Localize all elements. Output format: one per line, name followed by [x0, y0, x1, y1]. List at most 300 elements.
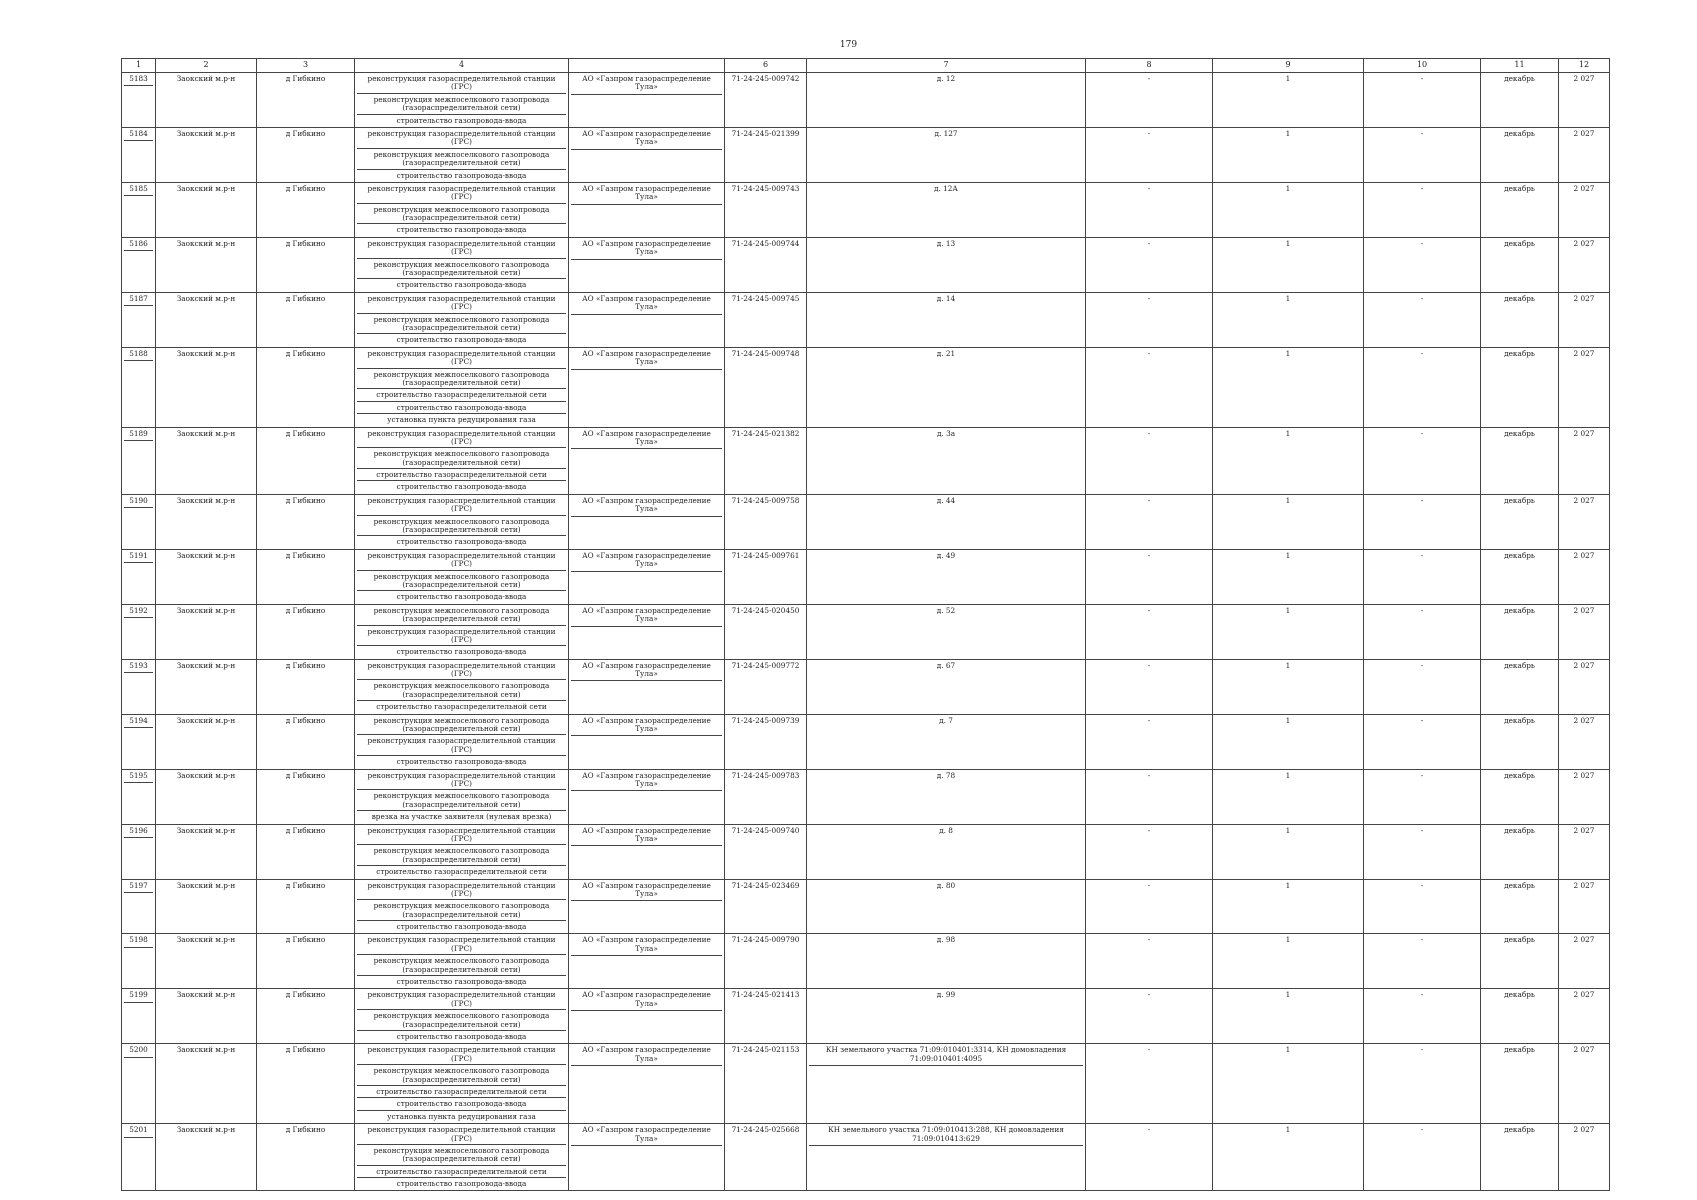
year-cell: 2 027	[1559, 714, 1610, 769]
column-10-cell: -	[1364, 1124, 1481, 1191]
row-number-value: 5198	[124, 936, 153, 947]
address-cell	[807, 127, 1086, 182]
works-list	[357, 1046, 566, 1122]
organization-cell	[569, 769, 725, 824]
column-8-cell: -	[1086, 427, 1213, 494]
col-header-7: 7	[807, 59, 1086, 73]
year-cell: 2 027	[1559, 769, 1610, 824]
organization-name: АО «Газпром газораспределение Тула»	[571, 1126, 722, 1146]
table-row	[122, 549, 1610, 604]
col-header-2: 2	[156, 59, 257, 73]
organization-cell	[569, 824, 725, 879]
col-header-5	[569, 59, 725, 73]
column-8-cell: -	[1086, 714, 1213, 769]
row-number	[122, 73, 156, 128]
column-10-cell: -	[1364, 427, 1481, 494]
application-code-cell: 71-24-245-020450	[725, 604, 807, 659]
district-cell: Заокский м.р-н	[156, 934, 257, 989]
district-cell: Заокский м.р-н	[156, 659, 257, 714]
work-item: строительство газопровода-ввода	[357, 535, 566, 547]
work-item: строительство газопровода-ввода	[357, 480, 566, 492]
month-cell: декабрь	[1481, 292, 1559, 347]
table-row	[122, 824, 1610, 879]
address-cell	[807, 989, 1086, 1044]
address-cell	[807, 347, 1086, 427]
application-code-cell: 71-24-245-021382	[725, 427, 807, 494]
application-code-cell: 71-24-245-021413	[725, 989, 807, 1044]
works-cell	[355, 127, 569, 182]
work-item: реконструкция газораспределительной станции (ГРС)	[367, 990, 556, 1008]
table-row	[122, 769, 1610, 824]
table-row	[122, 604, 1610, 659]
application-code-cell: 71-24-245-009761	[725, 549, 807, 604]
month-cell: декабрь	[1481, 494, 1559, 549]
row-number-value: 5196	[124, 827, 153, 838]
row-number-value: 5186	[124, 240, 153, 251]
address-value: д. 67	[936, 660, 956, 670]
column-8-cell: -	[1086, 182, 1213, 237]
works-cell	[355, 824, 569, 879]
year-cell: 2 027	[1559, 934, 1610, 989]
col-header-12: 12	[1559, 59, 1610, 73]
work-item: реконструкция межпоселкового газопровода (газораспределительной сети)	[357, 570, 566, 591]
district-cell: Заокский м.р-н	[156, 549, 257, 604]
work-item: реконструкция газораспределительной станции (ГРС)	[367, 770, 556, 788]
address-cell	[807, 1044, 1086, 1124]
month-cell: декабрь	[1481, 934, 1559, 989]
work-item: реконструкция газораспределительной станции (ГРС)	[367, 128, 556, 147]
column-10-cell: -	[1364, 237, 1481, 292]
settlement-cell: д Гибкино	[257, 879, 355, 934]
organization-cell	[569, 494, 725, 549]
address-value: д. 12	[936, 74, 956, 83]
settlement-cell: д Гибкино	[257, 1124, 355, 1191]
organization-name: АО «Газпром газораспределение Тула»	[571, 772, 722, 792]
column-10-cell: -	[1364, 73, 1481, 128]
work-item: реконструкция газораспределительной станции (ГРС)	[367, 348, 556, 367]
col-header-8: 8	[1086, 59, 1213, 73]
work-item: реконструкция межпоселкового газопровода (газораспределительной сети)	[357, 1064, 566, 1085]
address-cell	[807, 182, 1086, 237]
application-code-cell: 71-24-245-009790	[725, 934, 807, 989]
address-cell	[807, 824, 1086, 879]
district-cell: Заокский м.р-н	[156, 73, 257, 128]
organization-name: АО «Газпром газораспределение Тула»	[571, 882, 722, 902]
column-10-cell: -	[1364, 714, 1481, 769]
organization-name: АО «Газпром газораспределение Тула»	[571, 991, 722, 1011]
year-cell: 2 027	[1559, 127, 1610, 182]
works-list	[357, 882, 566, 933]
address-cell	[807, 769, 1086, 824]
work-item: реконструкция межпоселкового газопровода (газораспределительной сети)	[357, 899, 566, 920]
organization-cell	[569, 714, 725, 769]
column-8-cell: -	[1086, 659, 1213, 714]
organization-name: АО «Газпром газораспределение Тула»	[571, 607, 722, 627]
work-item: реконструкция газораспределительной станции (ГРС)	[367, 74, 556, 92]
settlement-cell: д Гибкино	[257, 934, 355, 989]
table-row	[122, 714, 1610, 769]
settlement-cell: д Гибкино	[257, 182, 355, 237]
table-row	[122, 292, 1610, 347]
row-number-value: 5185	[124, 185, 153, 196]
works-list	[357, 240, 566, 291]
work-item: строительство газопровода-ввода	[357, 278, 566, 290]
year-cell: 2 027	[1559, 292, 1610, 347]
work-item: реконструкция межпоселкового газопровода (газораспределительной сети)	[357, 844, 566, 865]
work-item: реконструкция газораспределительной станции (ГРС)	[367, 238, 556, 257]
address-cell	[807, 659, 1086, 714]
district-cell: Заокский м.р-н	[156, 182, 257, 237]
application-code-cell: 71-24-245-009745	[725, 292, 807, 347]
work-item: строительство газопровода-ввода	[357, 755, 566, 767]
page-number: 179	[839, 40, 858, 50]
col-header-9: 9	[1213, 59, 1364, 73]
work-item: реконструкция межпоселкового газопровода (газораспределительной сети)	[357, 258, 566, 279]
year-cell: 2 027	[1559, 427, 1610, 494]
row-number	[122, 824, 156, 879]
month-cell: декабрь	[1481, 182, 1559, 237]
column-8-cell: -	[1086, 989, 1213, 1044]
settlement-cell: д Гибкино	[257, 824, 355, 879]
column-10-cell: -	[1364, 127, 1481, 182]
col-header-6: 6	[725, 59, 807, 73]
column-10-cell: -	[1364, 494, 1481, 549]
row-number	[122, 989, 156, 1044]
row-number	[122, 292, 156, 347]
work-item: реконструкция газораспределительной станции (ГРС)	[367, 660, 556, 679]
works-list	[357, 75, 566, 126]
works-list	[357, 350, 566, 426]
address-value: д. 98	[936, 935, 956, 945]
column-9-cell: 1	[1213, 1124, 1364, 1191]
works-list	[357, 552, 566, 603]
column-8-cell: -	[1086, 237, 1213, 292]
district-cell: Заокский м.р-н	[156, 879, 257, 934]
address-cell	[807, 494, 1086, 549]
table-row	[122, 934, 1610, 989]
column-8-cell: -	[1086, 1124, 1213, 1191]
application-code-cell: 71-24-245-025668	[725, 1124, 807, 1191]
works-cell	[355, 659, 569, 714]
work-item: строительство газораспределительной сети	[357, 700, 566, 712]
column-10-cell: -	[1364, 549, 1481, 604]
row-number-value: 5199	[124, 991, 153, 1002]
application-code-cell: 71-24-245-021153	[725, 1044, 807, 1124]
organization-name: АО «Газпром газораспределение Тула»	[571, 936, 722, 956]
works-list	[357, 662, 566, 713]
district-cell: Заокский м.р-н	[156, 347, 257, 427]
address-value: д. 12А	[934, 183, 958, 193]
settlement-cell: д Гибкино	[257, 73, 355, 128]
settlement-cell: д Гибкино	[257, 604, 355, 659]
organization-name: АО «Газпром газораспределение Тула»	[571, 240, 722, 260]
month-cell: декабрь	[1481, 237, 1559, 292]
works-list	[357, 497, 566, 548]
address-value: КН земельного участка 71:09:010401:3314, КН домовладения 71:09:010401:4095	[809, 1046, 1083, 1066]
organization-cell	[569, 989, 725, 1044]
month-cell: декабрь	[1481, 989, 1559, 1044]
month-cell: декабрь	[1481, 549, 1559, 604]
year-cell: 2 027	[1559, 989, 1610, 1044]
works-cell	[355, 934, 569, 989]
organization-name: АО «Газпром газораспределение Тула»	[571, 130, 722, 150]
work-item: строительство газопровода-ввода	[357, 333, 566, 345]
application-code-cell: 71-24-245-009783	[725, 769, 807, 824]
column-10-cell: -	[1364, 604, 1481, 659]
work-item: реконструкция газораспределительной станции (ГРС)	[367, 880, 556, 898]
month-cell: декабрь	[1481, 824, 1559, 879]
table-row	[122, 989, 1610, 1044]
year-cell: 2 027	[1559, 182, 1610, 237]
row-number	[122, 604, 156, 659]
month-cell: декабрь	[1481, 73, 1559, 128]
month-cell: декабрь	[1481, 127, 1559, 182]
organization-cell	[569, 934, 725, 989]
address-value: д. 13	[936, 238, 956, 248]
district-cell: Заокский м.р-н	[156, 1124, 257, 1191]
organization-cell	[569, 237, 725, 292]
district-cell: Заокский м.р-н	[156, 292, 257, 347]
work-item: реконструкция межпоселкового газопровода (газораспределительной сети)	[357, 368, 566, 389]
column-9-cell: 1	[1213, 659, 1364, 714]
work-item: строительство газораспределительной сети	[357, 1165, 566, 1177]
settlement-cell: д Гибкино	[257, 292, 355, 347]
organization-name: АО «Газпром газораспределение Тула»	[571, 75, 722, 95]
address-value: д. 3а	[936, 428, 956, 438]
settlement-cell: д Гибкино	[257, 494, 355, 549]
organization-cell	[569, 1044, 725, 1124]
settlement-cell: д Гибкино	[257, 427, 355, 494]
works-cell	[355, 1124, 569, 1191]
district-cell: Заокский м.р-н	[156, 989, 257, 1044]
works-cell	[355, 182, 569, 237]
work-item: строительство газораспределительной сети	[357, 388, 566, 400]
column-9-cell: 1	[1213, 494, 1364, 549]
work-item: реконструкция межпоселкового газопровода (газораспределительной сети)	[357, 1009, 566, 1030]
work-item: строительство газопровода-ввода	[357, 1030, 566, 1042]
address-value: д. 52	[936, 605, 956, 615]
district-cell: Заокский м.р-н	[156, 824, 257, 879]
year-cell: 2 027	[1559, 1124, 1610, 1191]
application-code-cell: 71-24-245-009743	[725, 182, 807, 237]
work-item: строительство газопровода-ввода	[357, 1177, 566, 1189]
table-row	[122, 427, 1610, 494]
settlement-cell: д Гибкино	[257, 989, 355, 1044]
year-cell: 2 027	[1559, 237, 1610, 292]
organization-cell	[569, 347, 725, 427]
work-item: реконструкция газораспределительной станции (ГРС)	[367, 935, 556, 953]
column-10-cell: -	[1364, 989, 1481, 1044]
year-cell: 2 027	[1559, 549, 1610, 604]
month-cell: декабрь	[1481, 769, 1559, 824]
work-item: реконструкция межпоселкового газопровода (газораспределительной сети)	[357, 1144, 566, 1165]
work-item: строительство газопровода-ввода	[357, 590, 566, 602]
column-8-cell: -	[1086, 73, 1213, 128]
column-8-cell: -	[1086, 549, 1213, 604]
address-value: д. 21	[936, 348, 956, 358]
work-item: реконструкция газораспределительной станции (ГРС)	[367, 1125, 556, 1143]
row-number-value: 5188	[124, 350, 153, 361]
address-cell	[807, 714, 1086, 769]
address-cell	[807, 879, 1086, 934]
district-cell: Заокский м.р-н	[156, 714, 257, 769]
district-cell: Заокский м.р-н	[156, 427, 257, 494]
row-number	[122, 934, 156, 989]
row-number	[122, 1124, 156, 1191]
address-cell	[807, 73, 1086, 128]
column-9-cell: 1	[1213, 182, 1364, 237]
year-cell: 2 027	[1559, 73, 1610, 128]
work-item: строительство газораспределительной сети	[357, 1085, 566, 1097]
work-item: врезка на участке заявителя (нулевая врезка)	[357, 810, 566, 822]
work-item: реконструкция межпоселкового газопровода (газораспределительной сети)	[357, 447, 566, 468]
settlement-cell: д Гибкино	[257, 769, 355, 824]
works-cell	[355, 989, 569, 1044]
column-9-cell: 1	[1213, 292, 1364, 347]
application-code-cell: 71-24-245-009744	[725, 237, 807, 292]
month-cell: декабрь	[1481, 1044, 1559, 1124]
column-10-cell: -	[1364, 934, 1481, 989]
column-9-cell: 1	[1213, 549, 1364, 604]
settlement-cell: д Гибкино	[257, 549, 355, 604]
row-number	[122, 182, 156, 237]
table-row	[122, 1124, 1610, 1191]
organization-cell	[569, 73, 725, 128]
organization-name: АО «Газпром газораспределение Тула»	[571, 497, 722, 517]
row-number-value: 5191	[124, 552, 153, 563]
organization-cell	[569, 127, 725, 182]
application-code-cell: 71-24-245-023469	[725, 879, 807, 934]
work-item: строительство газопровода-ввода	[357, 645, 566, 657]
work-item: реконструкция межпоселкового газопровода (газораспределительной сети)	[357, 954, 566, 975]
works-cell	[355, 427, 569, 494]
row-number-value: 5201	[124, 1126, 153, 1137]
works-list	[357, 827, 566, 878]
settlement-cell: д Гибкино	[257, 1044, 355, 1124]
works-cell	[355, 769, 569, 824]
row-number	[122, 427, 156, 494]
column-8-cell: -	[1086, 494, 1213, 549]
address-cell	[807, 549, 1086, 604]
organization-name: АО «Газпром газораспределение Тула»	[571, 295, 722, 315]
column-9-cell: 1	[1213, 824, 1364, 879]
row-number	[122, 659, 156, 714]
organization-name: АО «Газпром газораспределение Тула»	[571, 552, 722, 572]
works-cell	[355, 549, 569, 604]
column-8-cell: -	[1086, 879, 1213, 934]
column-9-cell: 1	[1213, 237, 1364, 292]
row-number	[122, 714, 156, 769]
address-value: КН земельного участка 71:09:010413:288, КН домовладения 71:09:010413:629	[809, 1126, 1083, 1146]
row-number	[122, 1044, 156, 1124]
column-9-cell: 1	[1213, 73, 1364, 128]
work-item: реконструкция межпоселкового газопровода (газораспределительной сети)	[357, 515, 566, 536]
address-value: д. 44	[936, 495, 956, 505]
row-number	[122, 347, 156, 427]
settlement-cell: д Гибкино	[257, 127, 355, 182]
address-value: д. 7	[939, 715, 953, 725]
column-10-cell: -	[1364, 292, 1481, 347]
month-cell: декабрь	[1481, 427, 1559, 494]
column-8-cell: -	[1086, 769, 1213, 824]
address-value: д. 99	[936, 990, 956, 1000]
organization-name: АО «Газпром газораспределение Тула»	[571, 350, 722, 370]
application-code-cell: 71-24-245-009742	[725, 73, 807, 128]
work-item: реконструкция газораспределительной станции (ГРС)	[367, 495, 556, 514]
work-item: реконструкция газораспределительной станции (ГРС)	[367, 1045, 556, 1063]
column-8-cell: -	[1086, 292, 1213, 347]
application-code-cell: 71-24-245-009739	[725, 714, 807, 769]
works-list	[357, 607, 566, 658]
row-number-value: 5190	[124, 497, 153, 508]
table-row	[122, 73, 1610, 128]
column-10-cell: -	[1364, 347, 1481, 427]
address-cell	[807, 934, 1086, 989]
address-value: д. 49	[936, 550, 956, 560]
column-9-cell: 1	[1213, 989, 1364, 1044]
column-9-cell: 1	[1213, 604, 1364, 659]
col-header-3: 3	[257, 59, 355, 73]
organization-name: АО «Газпром газораспределение Тула»	[571, 827, 722, 847]
work-item: строительство газопровода-ввода	[357, 114, 566, 126]
work-item: реконструкция межпоселкового газопровода (газораспределительной сети)	[357, 313, 566, 334]
column-8-cell: -	[1086, 604, 1213, 659]
column-8-cell: -	[1086, 347, 1213, 427]
work-item: строительство газопровода-ввода	[357, 401, 566, 413]
works-list	[357, 717, 566, 768]
column-9-cell: 1	[1213, 347, 1364, 427]
application-code-cell: 71-24-245-009758	[725, 494, 807, 549]
work-item: реконструкция межпоселкового газопровода (газораспределительной сети)	[357, 148, 566, 169]
row-number	[122, 769, 156, 824]
column-10-cell: -	[1364, 769, 1481, 824]
address-value: д. 14	[936, 293, 956, 303]
works-list	[357, 991, 566, 1042]
table-row	[122, 347, 1610, 427]
year-cell: 2 027	[1559, 659, 1610, 714]
year-cell: 2 027	[1559, 604, 1610, 659]
district-cell: Заокский м.р-н	[156, 494, 257, 549]
row-number-value: 5195	[124, 772, 153, 783]
column-10-cell: -	[1364, 879, 1481, 934]
column-9-cell: 1	[1213, 427, 1364, 494]
works-list	[357, 936, 566, 987]
column-10-cell: -	[1364, 1044, 1481, 1124]
settlement-cell: д Гибкино	[257, 237, 355, 292]
column-8-cell: -	[1086, 934, 1213, 989]
column-8-cell: -	[1086, 824, 1213, 879]
work-item: строительство газопровода-ввода	[357, 920, 566, 932]
table-row	[122, 1044, 1610, 1124]
col-header-4: 4	[355, 59, 569, 73]
table-row	[122, 182, 1610, 237]
row-number	[122, 879, 156, 934]
works-cell	[355, 494, 569, 549]
column-9-cell: 1	[1213, 879, 1364, 934]
application-code-cell: 71-24-245-009772	[725, 659, 807, 714]
address-value: д. 78	[936, 770, 956, 780]
address-value: д. 127	[934, 128, 958, 138]
address-value: д. 80	[936, 880, 956, 890]
column-10-cell: -	[1364, 824, 1481, 879]
year-cell: 2 027	[1559, 824, 1610, 879]
year-cell: 2 027	[1559, 494, 1610, 549]
month-cell: декабрь	[1481, 659, 1559, 714]
column-10-cell: -	[1364, 182, 1481, 237]
works-cell	[355, 292, 569, 347]
row-number-value: 5197	[124, 882, 153, 893]
district-cell: Заокский м.р-н	[156, 237, 257, 292]
